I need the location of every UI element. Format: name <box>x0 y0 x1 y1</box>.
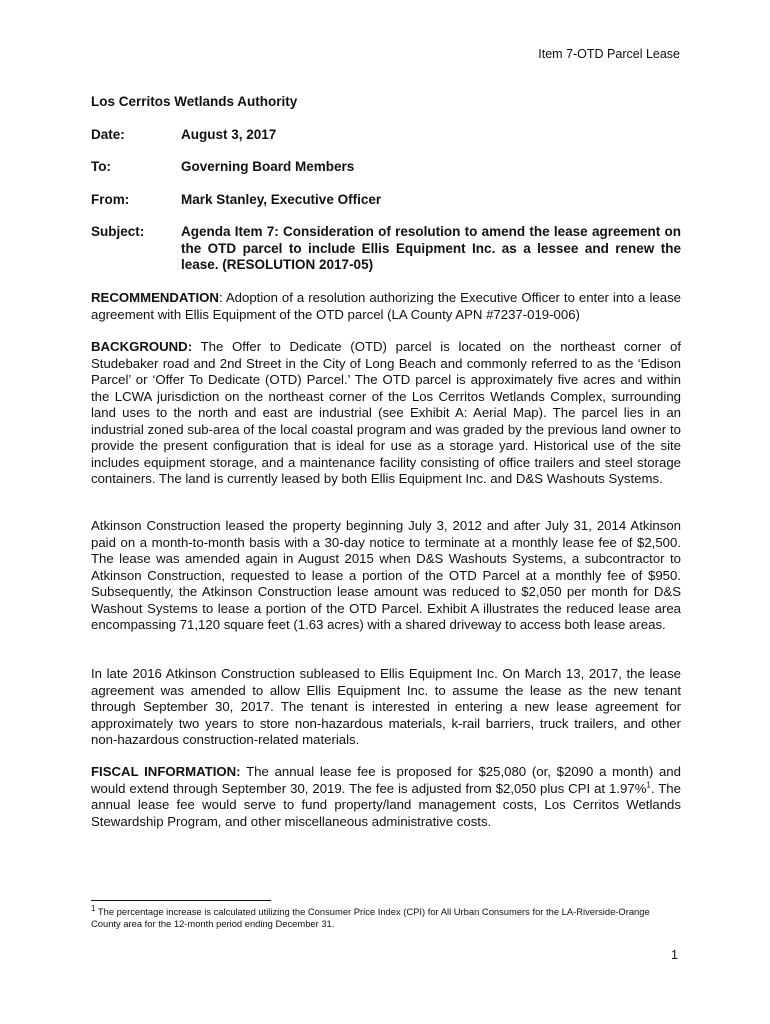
from-label: From: <box>91 192 130 207</box>
fiscal-heading: FISCAL INFORMATION: <box>91 764 241 779</box>
subject-value: Agenda Item 7: Consideration of resolution to amend the lease agreement on the OTD parcel to include Ellis Equipment Inc. as a lessee and renew the lease. (RESOLUTION 2017-05) <box>181 224 681 272</box>
to-value: Governing Board Members <box>181 159 355 174</box>
background-text: The Offer to Dedicate (OTD) parcel is located on the northeast corner of Studebaker road and 2nd Street in the City of Long Beach and commonly referred to as the ‘Edison Parcel’ or ‘Offer To Dedicate (OTD) Parcel.’ The OTD parcel is approximately five acres and within the LCWA jurisdiction on the northeast corner of the Los Cerritos Wetlands Complex, surrounding land uses to the north and east are industrial (see Exhibit A: Aerial Map). The parcel lies in an industrial zoned sub-area of the local coastal program and was graded by the previous land owner to provide the present configuration that is ideal for use as a storage yard. Historical use of the site includes equipment storage, and a maintenance facility consisting of office trailers and steel storage containers. The land is currently leased by both Ellis Equipment Inc. and D&S Washouts Systems. <box>91 339 681 486</box>
date-value: August 3, 2017 <box>181 127 277 142</box>
background-paragraph <box>91 339 681 488</box>
footnote-divider <box>91 900 271 901</box>
fiscal-paragraph <box>91 764 681 830</box>
date-label: Date: <box>91 127 125 142</box>
atkinson-text: Atkinson Construction leased the property beginning July 3, 2012 and after July 31, 2014 Atkinson paid on a month-to-month basis with a 30-day notice to terminate at a monthly lease fee of $2,500. The lease was amended again in August 2015 when D&S Washouts Systems, a subcontractor to Atkinson Construction, requested to lease a portion of the OTD Parcel at a monthly fee of $950. Subsequently, the Atkinson Construction lease amount was reduced to $2,050 per month for D&S Washout Systems to lease a portion of the OTD Parcel. Exhibit A illustrates the reduced lease area encompassing 71,120 square feet (1.63 acres) with a shared driveway to access both lease areas. <box>91 518 681 632</box>
recommendation-heading: RECOMMENDATION <box>91 290 219 305</box>
item-reference: Item 7-OTD Parcel Lease <box>538 47 680 61</box>
fiscal-text-part2: . The annual lease fee would serve to fund property/land management costs, Los Cerritos Wetlands Stewardship Program, and other miscellaneous administrative costs. <box>91 780 681 829</box>
subject-label: Subject: <box>91 224 145 239</box>
organization-name: Los Cerritos Wetlands Authority <box>91 94 298 109</box>
fiscal-text-part1: The annual lease fee is proposed for $25,080 (or, $2090 a month) and would extend through September 30, 2019. The fee is adjusted from $2,050 plus CPI at 1.97% <box>91 764 681 796</box>
from-value: Mark Stanley, Executive Officer <box>181 192 382 207</box>
to-label: To: <box>91 159 111 174</box>
footnote-text: The percentage increase is calculated utilizing the Consumer Price Index (CPI) for All Urban Consumers for the LA-Riverside-Orange County area for the 12-month period ending December 31. <box>91 906 650 929</box>
sublease-paragraph <box>91 666 681 749</box>
recommendation-paragraph <box>91 290 681 323</box>
recommendation-text: : Adoption of a resolution authorizing the Executive Officer to enter into a lease agreement with Ellis Equipment of the OTD parcel (LA County APN #7237-019-006) <box>91 290 681 322</box>
sublease-text: In late 2016 Atkinson Construction subleased to Ellis Equipment Inc. On March 13, 2017, the lease agreement was amended to allow Ellis Equipment Inc. to assume the lease as the new tenant through September 30, 2017. The tenant is interested in entering a new lease agreement for approximately two years to store non-hazardous materials, k-rail barriers, truck trailers, and other non-hazardous construction-related materials. <box>91 666 681 747</box>
footnote-reference: 1 <box>646 780 651 790</box>
background-heading: BACKGROUND: <box>91 339 193 354</box>
page-number: 1 <box>671 948 678 962</box>
footnote <box>91 903 676 930</box>
footnote-marker: 1 <box>91 903 96 913</box>
atkinson-paragraph <box>91 518 681 634</box>
